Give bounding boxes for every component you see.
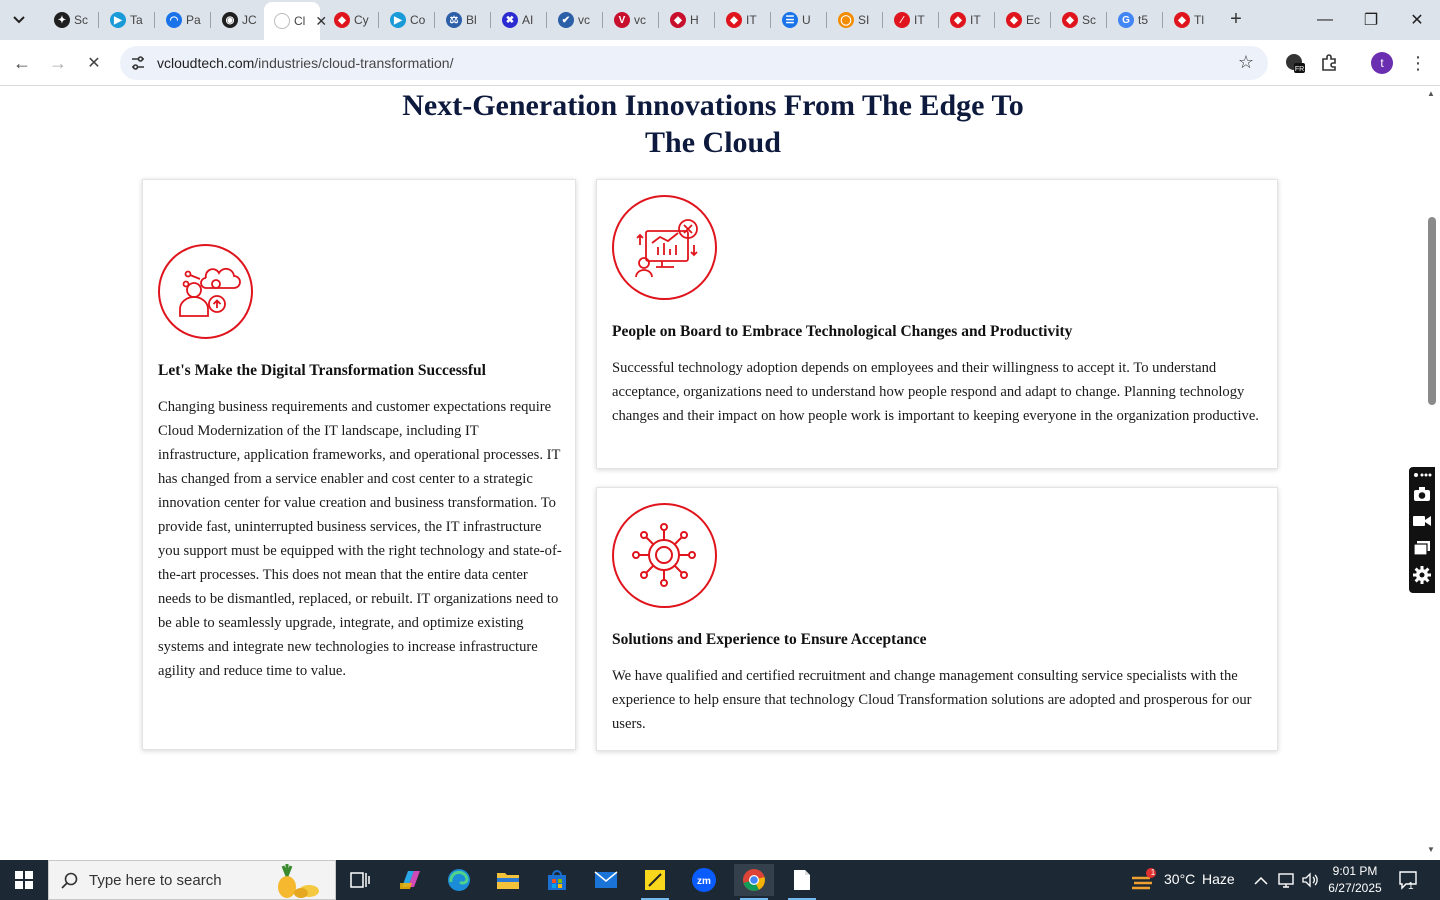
tab-favicon-icon: V xyxy=(614,12,630,28)
tab-title: IT xyxy=(914,13,925,27)
tab-title: Co xyxy=(410,13,426,27)
close-tab-icon[interactable]: ✕ xyxy=(315,12,328,29)
card-title: Let's Make the Digital Transformation Successful xyxy=(158,362,486,379)
svg-text:FR: FR xyxy=(1294,66,1305,73)
site-info-icon[interactable] xyxy=(128,53,148,73)
scrollbar-thumb[interactable] xyxy=(1428,217,1436,405)
page-title-line-1: Next-Generation Innovations From The Edge To xyxy=(402,89,1024,122)
tab-separator xyxy=(714,12,715,28)
browser-tab[interactable] xyxy=(1108,6,1160,34)
extensions-puzzle-icon[interactable] xyxy=(1315,49,1343,77)
tab-favicon-icon: ◆ xyxy=(670,12,686,28)
browser-menu-icon[interactable]: ⋮ xyxy=(1409,52,1427,73)
scroll-down-arrow-icon[interactable]: ▼ xyxy=(1427,845,1435,854)
feature-card-people-on-board xyxy=(596,179,1278,469)
chrome-browser-icon[interactable] xyxy=(734,864,774,896)
tab-separator xyxy=(546,12,547,28)
clock-time: 9:01 PM xyxy=(1332,864,1378,878)
tab-separator xyxy=(770,12,771,28)
back-button[interactable]: ← xyxy=(13,52,31,73)
close-window-button[interactable]: ✕ xyxy=(1410,12,1424,29)
new-tab-button[interactable]: + xyxy=(1230,8,1242,30)
scroll-up-arrow-icon[interactable]: ▲ xyxy=(1427,89,1435,98)
browser-tab[interactable] xyxy=(996,6,1048,34)
browser-tab[interactable] xyxy=(156,6,208,34)
tab-title: Sc xyxy=(1082,13,1097,27)
tab-title: IT xyxy=(970,13,981,27)
tab-separator xyxy=(490,12,491,28)
task-view-icon[interactable] xyxy=(340,864,380,896)
network-gear-icon xyxy=(612,503,717,608)
tab-title: H xyxy=(690,13,699,27)
browser-tab[interactable] xyxy=(436,6,488,34)
browser-tab[interactable] xyxy=(212,6,264,34)
gallery-icon[interactable] xyxy=(1413,539,1431,557)
settings-gear-icon[interactable] xyxy=(1413,566,1431,584)
tab-strip xyxy=(0,0,1440,40)
browser-tab[interactable] xyxy=(884,6,936,34)
tab-favicon-icon: ◆ xyxy=(726,12,742,28)
tab-title: Bl xyxy=(466,13,477,27)
tab-favicon-icon: ✖ xyxy=(502,12,518,28)
tab-title: U xyxy=(802,13,811,27)
tab-favicon-icon: ▶ xyxy=(110,12,126,28)
browser-tab[interactable] xyxy=(828,6,880,34)
profile-avatar[interactable]: t xyxy=(1371,52,1393,74)
tab-favicon-icon: ◆ xyxy=(1006,12,1022,28)
maximize-button[interactable]: ❐ xyxy=(1363,12,1379,29)
tab-separator xyxy=(994,12,995,28)
browser-tab[interactable] xyxy=(604,6,656,34)
tab-title: vc xyxy=(578,13,590,27)
browser-tab[interactable] xyxy=(660,6,712,34)
video-camera-icon[interactable] xyxy=(1413,512,1431,530)
feature-card-solutions-experience xyxy=(596,487,1278,751)
browser-tab-active[interactable] xyxy=(264,2,328,40)
sticky-notes-icon[interactable] xyxy=(635,864,675,896)
notification-count: 1 xyxy=(1408,881,1414,892)
tab-favicon-icon: ◆ xyxy=(1174,12,1190,28)
weather-badge: 1 xyxy=(1150,868,1156,877)
url-text[interactable] xyxy=(157,55,453,71)
weather-condition[interactable]: Haze xyxy=(1202,871,1235,887)
card-title: Solutions and Experience to Ensure Acceptance xyxy=(612,631,927,648)
browser-tab[interactable] xyxy=(44,6,96,34)
browser-toolbar xyxy=(0,40,1440,86)
tab-title: vc xyxy=(634,13,646,27)
page-title-line-2: The Cloud xyxy=(645,126,781,159)
tab-favicon-icon: ◯ xyxy=(838,12,854,28)
bookmark-star-icon[interactable]: ☆ xyxy=(1237,52,1254,72)
notepad-app-icon[interactable] xyxy=(782,864,822,896)
copilot-app-icon[interactable] xyxy=(390,864,430,896)
tab-separator xyxy=(434,12,435,28)
tab-title: SI xyxy=(858,13,870,27)
browser-tab[interactable] xyxy=(716,6,768,34)
microsoft-store-icon[interactable] xyxy=(537,864,577,896)
tab-separator xyxy=(938,12,939,28)
network-icon[interactable] xyxy=(1278,871,1296,894)
translate-extension-icon[interactable] xyxy=(1281,49,1309,77)
browser-tab[interactable] xyxy=(940,6,992,34)
edge-browser-icon[interactable] xyxy=(439,864,479,896)
tab-separator xyxy=(602,12,603,28)
chevron-down-icon xyxy=(13,16,25,24)
tab-favicon-icon: ◠ xyxy=(166,12,182,28)
file-explorer-icon[interactable] xyxy=(488,864,528,896)
pineapple-search-highlight-icon xyxy=(271,863,323,899)
windows-taskbar xyxy=(0,860,1440,900)
browser-tab[interactable] xyxy=(100,6,152,34)
tab-separator xyxy=(826,12,827,28)
tab-separator xyxy=(98,12,99,28)
tab-favicon-icon: ◆ xyxy=(1062,12,1078,28)
minimize-button[interactable]: — xyxy=(1317,11,1333,28)
widget-grip-icon[interactable] xyxy=(1413,469,1431,481)
tab-separator xyxy=(1162,12,1163,28)
search-icon xyxy=(61,872,79,890)
tab-favicon-icon: ▶ xyxy=(390,12,406,28)
tab-search-button[interactable] xyxy=(6,7,32,33)
card-body: Successful technology adoption depends on employees and their willingness to accept it. To understand acceptance, organizations need to understand how people respond and adapt to change. Planning technology changes and their impact on how people work is important to keeping everyone in the organization productive. xyxy=(612,360,1259,424)
zoom-app-icon[interactable] xyxy=(684,864,724,896)
tab-favicon-icon: G xyxy=(1118,12,1134,28)
tab-separator xyxy=(882,12,883,28)
system-clock[interactable] xyxy=(1322,863,1388,897)
taskbar-search-placeholder: Type here to search xyxy=(89,872,222,889)
browser-tab[interactable] xyxy=(324,6,376,34)
tab-favicon-icon xyxy=(274,13,290,29)
volume-icon[interactable] xyxy=(1301,871,1319,894)
tab-title: t5 xyxy=(1138,13,1149,27)
tab-favicon-icon: ✦ xyxy=(54,12,70,28)
windows-logo-icon xyxy=(15,871,33,889)
tab-separator xyxy=(154,12,155,28)
tab-title: Pa xyxy=(186,13,201,27)
browser-tab[interactable] xyxy=(380,6,432,34)
browser-tab[interactable] xyxy=(1164,6,1216,34)
tab-favicon-icon: ☰ xyxy=(782,12,798,28)
start-button[interactable] xyxy=(0,860,48,900)
feature-card-digital-transformation xyxy=(142,179,576,750)
screen-capture-widget xyxy=(1409,467,1435,593)
tab-favicon-icon: ◉ xyxy=(222,12,238,28)
tab-separator xyxy=(1106,12,1107,28)
browser-tab[interactable] xyxy=(492,6,544,34)
stop-loading-button[interactable]: ✕ xyxy=(87,55,101,72)
clock-date: 6/27/2025 xyxy=(1328,881,1382,895)
svg-text:zm: zm xyxy=(697,876,711,887)
monitor-analytics-icon xyxy=(612,195,717,300)
tab-favicon-icon: ✔ xyxy=(558,12,574,28)
forward-button[interactable]: → xyxy=(49,52,67,73)
person-cloud-gear-icon xyxy=(158,244,253,339)
tab-title: IT xyxy=(746,13,757,27)
tab-favicon-icon: ◆ xyxy=(950,12,966,28)
show-hidden-icons-chevron-icon[interactable] xyxy=(1254,873,1268,891)
mail-app-icon[interactable] xyxy=(586,864,626,896)
tab-title: AI xyxy=(522,13,534,27)
tab-favicon-icon: ⚖ xyxy=(446,12,462,28)
browser-tab[interactable] xyxy=(772,6,824,34)
url-path: /industries/cloud-transformation/ xyxy=(254,55,454,71)
tab-separator xyxy=(1050,12,1051,28)
tab-title: Tl xyxy=(1194,13,1204,27)
card-body: We have qualified and certified recruitment and change management consulting service specialists with the experience to help ensure that technology Cloud Transformation solutions are adopted and prosperous for our users. xyxy=(612,668,1252,732)
camera-icon[interactable] xyxy=(1413,485,1431,503)
tab-favicon-icon: ∕ xyxy=(894,12,910,28)
card-body: Changing business requirements and customer expectations require Cloud Modernization of the IT landscape, including IT infrastructure, application frameworks, and operational processes. IT has changed from a service enabler and cost center to a strategic innovation center for value creation and business transformation. To provide fast, uninterrupted business services, the IT infrastructure you support must be equipped with the right technology and state-of-the-art processes. This does not mean that the entire data center needs to be dismantled, replaced, or rebuilt. IT organizations need to be able to seamlessly upgrade, integrate, and optimize existing systems and integrate new technologies to increase infrastructure agility and reduce time to value. xyxy=(158,399,562,679)
tab-favicon-icon: ◆ xyxy=(334,12,350,28)
address-bar[interactable] xyxy=(120,46,1268,80)
page-title xyxy=(360,87,1066,161)
page-viewport xyxy=(0,87,1424,860)
tab-title: Cl xyxy=(294,14,306,28)
tab-title: Sc xyxy=(74,13,89,27)
tab-title: Cy xyxy=(354,13,369,27)
tab-separator xyxy=(658,12,659,28)
browser-tab[interactable] xyxy=(548,6,600,34)
tab-title: Ta xyxy=(130,13,143,27)
taskbar-search-box[interactable] xyxy=(48,860,336,900)
tab-separator xyxy=(378,12,379,28)
tab-title: Ec xyxy=(1026,13,1041,27)
tab-separator xyxy=(210,12,211,28)
browser-tab[interactable] xyxy=(1052,6,1104,34)
tab-title: JC xyxy=(242,13,257,27)
weather-temperature[interactable]: 30°C xyxy=(1164,871,1196,887)
card-title: People on Board to Embrace Technological Changes and Productivity xyxy=(612,323,1073,340)
url-host: vcloudtech.com xyxy=(157,55,255,71)
